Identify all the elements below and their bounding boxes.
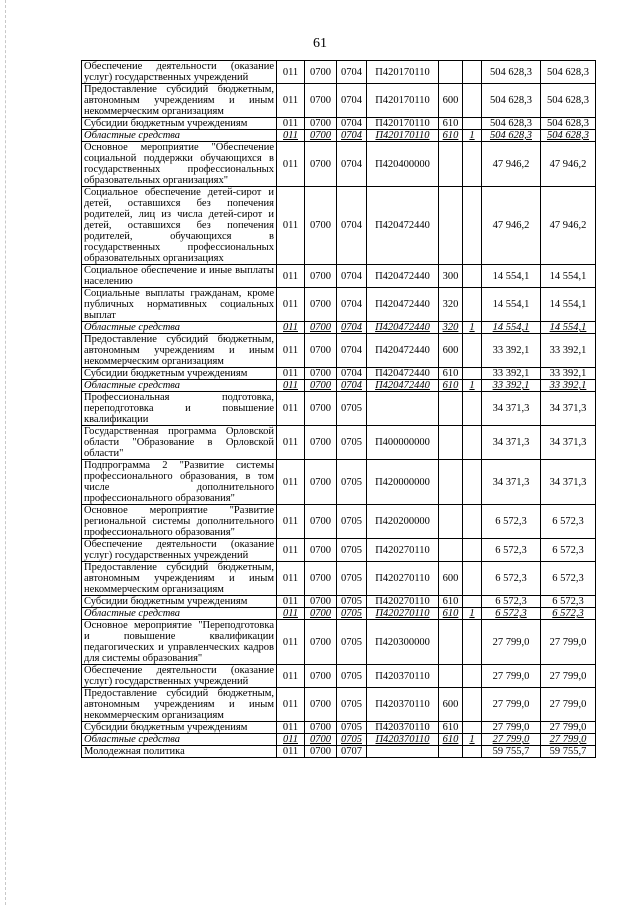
budget-table-body bbox=[82, 61, 596, 758]
grbs-code-cell: 011 bbox=[277, 426, 305, 460]
funding-source-cell bbox=[463, 688, 482, 722]
page-number: 61 bbox=[313, 36, 327, 51]
table-row bbox=[82, 322, 596, 334]
expense-type-cell bbox=[439, 505, 463, 539]
grbs-code-cell: 011 bbox=[277, 322, 305, 334]
expense-type-cell bbox=[439, 61, 463, 84]
amount-year-2-cell: 33 392,1 bbox=[541, 368, 596, 380]
item-name-cell: Молодежная политика bbox=[82, 746, 277, 758]
target-article-cell: П420270110 bbox=[367, 562, 439, 596]
table-row bbox=[82, 539, 596, 562]
funding-source-cell bbox=[463, 562, 482, 596]
expense-type-cell bbox=[439, 539, 463, 562]
section-code-cell: 0700 bbox=[305, 61, 337, 84]
section-code-cell: 0700 bbox=[305, 539, 337, 562]
funding-source-cell bbox=[463, 142, 482, 187]
amount-year-1-cell: 47 946,2 bbox=[482, 187, 541, 265]
expense-type-cell bbox=[439, 142, 463, 187]
section-code-cell: 0700 bbox=[305, 392, 337, 426]
table-row bbox=[82, 734, 596, 746]
subsection-code-cell: 0705 bbox=[337, 620, 367, 665]
funding-source-cell bbox=[463, 596, 482, 608]
grbs-code-cell: 011 bbox=[277, 734, 305, 746]
amount-year-2-cell: 27 799,0 bbox=[541, 722, 596, 734]
funding-source-cell bbox=[463, 426, 482, 460]
grbs-code-cell: 011 bbox=[277, 688, 305, 722]
target-article-cell: П420472440 bbox=[367, 368, 439, 380]
amount-year-1-cell: 27 799,0 bbox=[482, 665, 541, 688]
item-name-cell: Профессиональная подготовка, переподготовка и повышение квалификации bbox=[82, 392, 277, 426]
expense-type-cell: 610 bbox=[439, 368, 463, 380]
section-code-cell: 0700 bbox=[305, 426, 337, 460]
table-row bbox=[82, 620, 596, 665]
amount-year-1-cell: 6 572,3 bbox=[482, 596, 541, 608]
subsection-code-cell: 0704 bbox=[337, 288, 367, 322]
item-name-cell: Субсидии бюджетным учреждениям bbox=[82, 596, 277, 608]
item-name-cell: Предоставление субсидий бюджетным, автономным учреждениям и иным некоммерческим организациям bbox=[82, 334, 277, 368]
grbs-code-cell: 011 bbox=[277, 380, 305, 392]
section-code-cell: 0700 bbox=[305, 187, 337, 265]
item-name-cell: Областные средства bbox=[82, 380, 277, 392]
amount-year-1-cell: 14 554,1 bbox=[482, 322, 541, 334]
expense-type-cell: 610 bbox=[439, 380, 463, 392]
section-code-cell: 0700 bbox=[305, 334, 337, 368]
target-article-cell: П420170110 bbox=[367, 118, 439, 130]
amount-year-2-cell: 27 799,0 bbox=[541, 665, 596, 688]
subsection-code-cell: 0705 bbox=[337, 734, 367, 746]
expense-type-cell: 610 bbox=[439, 734, 463, 746]
subsection-code-cell: 0704 bbox=[337, 380, 367, 392]
expense-type-cell: 600 bbox=[439, 562, 463, 596]
target-article-cell: П420472440 bbox=[367, 380, 439, 392]
funding-source-cell bbox=[463, 665, 482, 688]
section-code-cell: 0700 bbox=[305, 380, 337, 392]
table-row bbox=[82, 596, 596, 608]
section-code-cell: 0700 bbox=[305, 130, 337, 142]
item-name-cell: Социальное обеспечение и иные выплаты населению bbox=[82, 265, 277, 288]
subsection-code-cell: 0705 bbox=[337, 608, 367, 620]
amount-year-2-cell: 6 572,3 bbox=[541, 608, 596, 620]
expense-type-cell bbox=[439, 620, 463, 665]
amount-year-1-cell: 33 392,1 bbox=[482, 334, 541, 368]
item-name-cell: Обеспечение деятельности (оказание услуг) государственных учреждений bbox=[82, 539, 277, 562]
amount-year-2-cell: 14 554,1 bbox=[541, 288, 596, 322]
table-row bbox=[82, 665, 596, 688]
amount-year-2-cell: 34 371,3 bbox=[541, 392, 596, 426]
funding-source-cell: 1 bbox=[463, 734, 482, 746]
table-row bbox=[82, 265, 596, 288]
section-code-cell: 0700 bbox=[305, 142, 337, 187]
expense-type-cell: 300 bbox=[439, 265, 463, 288]
table-row bbox=[82, 118, 596, 130]
funding-source-cell bbox=[463, 620, 482, 665]
target-article-cell: П420472440 bbox=[367, 288, 439, 322]
item-name-cell: Основное мероприятие "Развитие региональной системы дополнительного профессионального образования" bbox=[82, 505, 277, 539]
subsection-code-cell: 0705 bbox=[337, 596, 367, 608]
target-article-cell: П420200000 bbox=[367, 505, 439, 539]
subsection-code-cell: 0704 bbox=[337, 142, 367, 187]
budget-table bbox=[81, 60, 596, 758]
funding-source-cell: 1 bbox=[463, 322, 482, 334]
grbs-code-cell: 011 bbox=[277, 118, 305, 130]
section-code-cell: 0700 bbox=[305, 322, 337, 334]
target-article-cell bbox=[367, 746, 439, 758]
amount-year-1-cell: 33 392,1 bbox=[482, 380, 541, 392]
expense-type-cell: 610 bbox=[439, 608, 463, 620]
item-name-cell: Основное мероприятие "Переподготовка и повышение квалификации педагогических и управленческих кадров для системы образования" bbox=[82, 620, 277, 665]
amount-year-2-cell: 27 799,0 bbox=[541, 734, 596, 746]
amount-year-1-cell: 504 628,3 bbox=[482, 130, 541, 142]
grbs-code-cell: 011 bbox=[277, 368, 305, 380]
amount-year-2-cell: 14 554,1 bbox=[541, 265, 596, 288]
subsection-code-cell: 0705 bbox=[337, 392, 367, 426]
section-code-cell: 0700 bbox=[305, 688, 337, 722]
amount-year-2-cell: 504 628,3 bbox=[541, 130, 596, 142]
funding-source-cell: 1 bbox=[463, 380, 482, 392]
funding-source-cell bbox=[463, 368, 482, 380]
table-row bbox=[82, 608, 596, 620]
table-row bbox=[82, 380, 596, 392]
item-name-cell: Областные средства bbox=[82, 734, 277, 746]
subsection-code-cell: 0705 bbox=[337, 460, 367, 505]
amount-year-1-cell: 14 554,1 bbox=[482, 288, 541, 322]
grbs-code-cell: 011 bbox=[277, 61, 305, 84]
amount-year-1-cell: 504 628,3 bbox=[482, 118, 541, 130]
grbs-code-cell: 011 bbox=[277, 505, 305, 539]
section-code-cell: 0700 bbox=[305, 722, 337, 734]
amount-year-2-cell: 6 572,3 bbox=[541, 596, 596, 608]
section-code-cell: 0700 bbox=[305, 746, 337, 758]
table-row bbox=[82, 130, 596, 142]
funding-source-cell bbox=[463, 746, 482, 758]
table-row bbox=[82, 392, 596, 426]
grbs-code-cell: 011 bbox=[277, 334, 305, 368]
funding-source-cell bbox=[463, 539, 482, 562]
amount-year-1-cell: 34 371,3 bbox=[482, 460, 541, 505]
subsection-code-cell: 0704 bbox=[337, 187, 367, 265]
grbs-code-cell: 011 bbox=[277, 130, 305, 142]
subsection-code-cell: 0705 bbox=[337, 539, 367, 562]
expense-type-cell: 600 bbox=[439, 84, 463, 118]
subsection-code-cell: 0705 bbox=[337, 426, 367, 460]
subsection-code-cell: 0705 bbox=[337, 665, 367, 688]
subsection-code-cell: 0704 bbox=[337, 130, 367, 142]
amount-year-2-cell: 504 628,3 bbox=[541, 61, 596, 84]
section-code-cell: 0700 bbox=[305, 368, 337, 380]
amount-year-2-cell: 34 371,3 bbox=[541, 460, 596, 505]
funding-source-cell bbox=[463, 334, 482, 368]
funding-source-cell bbox=[463, 288, 482, 322]
amount-year-1-cell: 27 799,0 bbox=[482, 688, 541, 722]
item-name-cell: Областные средства bbox=[82, 608, 277, 620]
target-article-cell: П420270110 bbox=[367, 608, 439, 620]
amount-year-2-cell: 6 572,3 bbox=[541, 505, 596, 539]
subsection-code-cell: 0704 bbox=[337, 118, 367, 130]
amount-year-2-cell: 6 572,3 bbox=[541, 539, 596, 562]
grbs-code-cell: 011 bbox=[277, 187, 305, 265]
binding-margin-line bbox=[5, 0, 6, 905]
funding-source-cell bbox=[463, 84, 482, 118]
table-row bbox=[82, 142, 596, 187]
amount-year-2-cell: 34 371,3 bbox=[541, 426, 596, 460]
table-row bbox=[82, 746, 596, 758]
item-name-cell: Социальное обеспечение детей-сирот и детей, оставшихся без попечения родителей, лиц из числа детей-сирот и детей, оставшихся без попечения родителей, обучающихся в государственных профессиональных образовательных организациях bbox=[82, 187, 277, 265]
target-article-cell: П420370110 bbox=[367, 688, 439, 722]
subsection-code-cell: 0705 bbox=[337, 688, 367, 722]
amount-year-2-cell: 504 628,3 bbox=[541, 84, 596, 118]
grbs-code-cell: 011 bbox=[277, 142, 305, 187]
grbs-code-cell: 011 bbox=[277, 746, 305, 758]
item-name-cell: Основное мероприятие "Обеспечение социальной поддержки обучающихся в государственных профессиональных образовательных организациях" bbox=[82, 142, 277, 187]
amount-year-2-cell: 33 392,1 bbox=[541, 334, 596, 368]
expense-type-cell bbox=[439, 392, 463, 426]
amount-year-2-cell: 27 799,0 bbox=[541, 620, 596, 665]
amount-year-1-cell: 504 628,3 bbox=[482, 61, 541, 84]
section-code-cell: 0700 bbox=[305, 620, 337, 665]
amount-year-1-cell: 504 628,3 bbox=[482, 84, 541, 118]
grbs-code-cell: 011 bbox=[277, 722, 305, 734]
grbs-code-cell: 011 bbox=[277, 265, 305, 288]
section-code-cell: 0700 bbox=[305, 118, 337, 130]
amount-year-2-cell: 6 572,3 bbox=[541, 562, 596, 596]
table-row bbox=[82, 505, 596, 539]
item-name-cell: Предоставление субсидий бюджетным, автономным учреждениям и иным некоммерческим организациям bbox=[82, 688, 277, 722]
item-name-cell: Областные средства bbox=[82, 130, 277, 142]
section-code-cell: 0700 bbox=[305, 596, 337, 608]
subsection-code-cell: 0704 bbox=[337, 368, 367, 380]
table-row bbox=[82, 368, 596, 380]
item-name-cell: Обеспечение деятельности (оказание услуг) государственных учреждений bbox=[82, 665, 277, 688]
expense-type-cell: 320 bbox=[439, 322, 463, 334]
item-name-cell: Областные средства bbox=[82, 322, 277, 334]
amount-year-1-cell: 6 572,3 bbox=[482, 562, 541, 596]
amount-year-1-cell: 27 799,0 bbox=[482, 620, 541, 665]
section-code-cell: 0700 bbox=[305, 460, 337, 505]
amount-year-2-cell: 504 628,3 bbox=[541, 118, 596, 130]
subsection-code-cell: 0704 bbox=[337, 322, 367, 334]
section-code-cell: 0700 bbox=[305, 562, 337, 596]
target-article-cell bbox=[367, 392, 439, 426]
expense-type-cell: 610 bbox=[439, 130, 463, 142]
target-article-cell: П400000000 bbox=[367, 426, 439, 460]
subsection-code-cell: 0704 bbox=[337, 334, 367, 368]
grbs-code-cell: 011 bbox=[277, 608, 305, 620]
grbs-code-cell: 011 bbox=[277, 665, 305, 688]
subsection-code-cell: 0704 bbox=[337, 265, 367, 288]
table-row bbox=[82, 688, 596, 722]
table-row bbox=[82, 426, 596, 460]
grbs-code-cell: 011 bbox=[277, 562, 305, 596]
item-name-cell: Государственная программа Орловской области "Образование в Орловской области" bbox=[82, 426, 277, 460]
amount-year-1-cell: 27 799,0 bbox=[482, 734, 541, 746]
target-article-cell: П420472440 bbox=[367, 187, 439, 265]
section-code-cell: 0700 bbox=[305, 734, 337, 746]
subsection-code-cell: 0705 bbox=[337, 722, 367, 734]
target-article-cell: П420472440 bbox=[367, 322, 439, 334]
expense-type-cell bbox=[439, 426, 463, 460]
amount-year-1-cell: 34 371,3 bbox=[482, 392, 541, 426]
expense-type-cell bbox=[439, 665, 463, 688]
amount-year-1-cell: 47 946,2 bbox=[482, 142, 541, 187]
grbs-code-cell: 011 bbox=[277, 596, 305, 608]
expense-type-cell: 610 bbox=[439, 118, 463, 130]
grbs-code-cell: 011 bbox=[277, 460, 305, 505]
funding-source-cell bbox=[463, 505, 482, 539]
amount-year-1-cell: 59 755,7 bbox=[482, 746, 541, 758]
amount-year-1-cell: 14 554,1 bbox=[482, 265, 541, 288]
target-article-cell: П420270110 bbox=[367, 539, 439, 562]
amount-year-2-cell: 14 554,1 bbox=[541, 322, 596, 334]
expense-type-cell bbox=[439, 746, 463, 758]
section-code-cell: 0700 bbox=[305, 265, 337, 288]
target-article-cell: П420170110 bbox=[367, 130, 439, 142]
item-name-cell: Предоставление субсидий бюджетным, автономным учреждениям и иным некоммерческим организациям bbox=[82, 562, 277, 596]
amount-year-1-cell: 33 392,1 bbox=[482, 368, 541, 380]
target-article-cell: П420170110 bbox=[367, 84, 439, 118]
section-code-cell: 0700 bbox=[305, 505, 337, 539]
amount-year-2-cell: 33 392,1 bbox=[541, 380, 596, 392]
section-code-cell: 0700 bbox=[305, 608, 337, 620]
amount-year-2-cell: 59 755,7 bbox=[541, 746, 596, 758]
item-name-cell: Социальные выплаты гражданам, кроме публичных нормативных социальных выплат bbox=[82, 288, 277, 322]
funding-source-cell: 1 bbox=[463, 130, 482, 142]
target-article-cell: П420472440 bbox=[367, 334, 439, 368]
target-article-cell: П420472440 bbox=[367, 265, 439, 288]
expense-type-cell: 320 bbox=[439, 288, 463, 322]
funding-source-cell bbox=[463, 187, 482, 265]
funding-source-cell: 1 bbox=[463, 608, 482, 620]
subsection-code-cell: 0704 bbox=[337, 84, 367, 118]
section-code-cell: 0700 bbox=[305, 665, 337, 688]
table-row bbox=[82, 187, 596, 265]
item-name-cell: Субсидии бюджетным учреждениям bbox=[82, 722, 277, 734]
expense-type-cell: 600 bbox=[439, 688, 463, 722]
subsection-code-cell: 0705 bbox=[337, 505, 367, 539]
item-name-cell: Субсидии бюджетным учреждениям bbox=[82, 118, 277, 130]
subsection-code-cell: 0704 bbox=[337, 61, 367, 84]
subsection-code-cell: 0707 bbox=[337, 746, 367, 758]
grbs-code-cell: 011 bbox=[277, 288, 305, 322]
funding-source-cell bbox=[463, 460, 482, 505]
funding-source-cell bbox=[463, 722, 482, 734]
target-article-cell: П420170110 bbox=[367, 61, 439, 84]
target-article-cell: П420370110 bbox=[367, 665, 439, 688]
amount-year-2-cell: 27 799,0 bbox=[541, 688, 596, 722]
target-article-cell: П420300000 bbox=[367, 620, 439, 665]
amount-year-1-cell: 27 799,0 bbox=[482, 722, 541, 734]
amount-year-1-cell: 6 572,3 bbox=[482, 505, 541, 539]
funding-source-cell bbox=[463, 392, 482, 426]
table-row bbox=[82, 288, 596, 322]
target-article-cell: П420370110 bbox=[367, 734, 439, 746]
target-article-cell: П420270110 bbox=[367, 596, 439, 608]
section-code-cell: 0700 bbox=[305, 84, 337, 118]
target-article-cell: П420370110 bbox=[367, 722, 439, 734]
amount-year-1-cell: 6 572,3 bbox=[482, 608, 541, 620]
expense-type-cell bbox=[439, 460, 463, 505]
amount-year-1-cell: 34 371,3 bbox=[482, 426, 541, 460]
target-article-cell: П420400000 bbox=[367, 142, 439, 187]
amount-year-2-cell: 47 946,2 bbox=[541, 187, 596, 265]
item-name-cell: Субсидии бюджетным учреждениям bbox=[82, 368, 277, 380]
funding-source-cell bbox=[463, 61, 482, 84]
item-name-cell: Обеспечение деятельности (оказание услуг) государственных учреждений bbox=[82, 61, 277, 84]
grbs-code-cell: 011 bbox=[277, 84, 305, 118]
table-row bbox=[82, 61, 596, 84]
table-row bbox=[82, 460, 596, 505]
subsection-code-cell: 0705 bbox=[337, 562, 367, 596]
table-row bbox=[82, 562, 596, 596]
grbs-code-cell: 011 bbox=[277, 620, 305, 665]
expense-type-cell bbox=[439, 187, 463, 265]
amount-year-1-cell: 6 572,3 bbox=[482, 539, 541, 562]
section-code-cell: 0700 bbox=[305, 288, 337, 322]
target-article-cell: П420000000 bbox=[367, 460, 439, 505]
grbs-code-cell: 011 bbox=[277, 392, 305, 426]
item-name-cell: Предоставление субсидий бюджетным, автономным учреждениям и иным некоммерческим организациям bbox=[82, 84, 277, 118]
table-row bbox=[82, 722, 596, 734]
expense-type-cell: 600 bbox=[439, 334, 463, 368]
funding-source-cell bbox=[463, 118, 482, 130]
funding-source-cell bbox=[463, 265, 482, 288]
expense-type-cell: 610 bbox=[439, 722, 463, 734]
table-row bbox=[82, 84, 596, 118]
amount-year-2-cell: 47 946,2 bbox=[541, 142, 596, 187]
item-name-cell: Подпрограмма 2 "Развитие системы профессионального образования, в том числе дополнительного профессионального образования" bbox=[82, 460, 277, 505]
table-row bbox=[82, 334, 596, 368]
expense-type-cell: 610 bbox=[439, 596, 463, 608]
grbs-code-cell: 011 bbox=[277, 539, 305, 562]
